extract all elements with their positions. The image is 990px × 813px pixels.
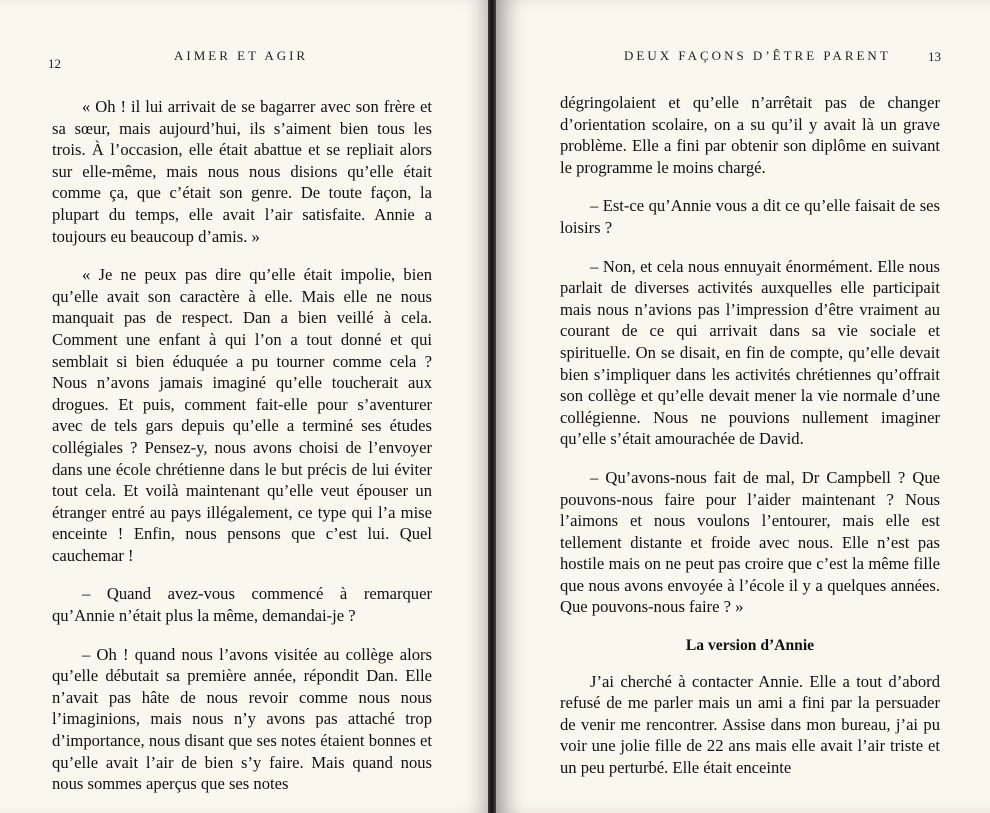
paragraph: – Est-ce qu’Annie vous a dit ce qu’elle faisait de ses loisirs ?: [560, 196, 940, 237]
paragraph: J’ai cherché à contacter Annie. Elle a tout d’abord refusé de me parler mais un ami a fini par la persuader de venir me rencontrer. Assise dans mon bureau, j’ai pu voir une jolie fille de 22 ans mais elle avait l’air triste et un peu perturbé. Elle était enceinte: [560, 671, 940, 778]
right-page: [494, 0, 990, 813]
paragraph: – Qu’avons-nous fait de mal, Dr Campbell ? Que pouvons-nous faire pour l’aider maintenant ? Nous l’aimons et nous voulons l’entourer, mais elle est tellement distante et froide avec nous. Elle n’est pas hostile mais on ne peut pas croire que c’est la même fille que nous avons envoyée à l’école il y a quelques années. Que pouvons-nous faire ? »: [560, 467, 940, 617]
section-title: La version d’Annie: [685, 637, 815, 655]
left-running-head: AIMER ET AGIR: [174, 48, 309, 63]
right-running-head: DEUX FAÇONS D’ÊTRE PARENT: [624, 48, 891, 63]
left-page: [0, 0, 492, 813]
left-page-number: 12: [48, 56, 61, 71]
left-body-text: [52, 96, 432, 812]
paragraph: dégringolaient et qu’elle n’arrêtait pas de changer d’orientation scolaire, on a su qu’il y avait là un grave problème. Elle a fini par obtenir son diplôme en suivant le programme le moins chargé.: [560, 93, 940, 177]
book-spine: [488, 0, 496, 813]
paragraph: – Quand avez-vous commencé à remarquer qu’Annie n’était plus la même, demandai-je ?: [52, 584, 432, 626]
paragraph: – Oh ! quand nous l’avons visitée au collège alors qu’elle débutait sa première année, répondit Dan. Elle n’avait pas hâte de nous revoir comme nous nous l’imaginions, mais nous n’y avons pas attaché trop d’importance, nous disant que ses notes étaient bonnes et qu’elle avait l’air de bien s’y faire. Mais quand nous nous sommes aperçus que ses notes: [52, 644, 432, 794]
right-page-number: 13: [928, 49, 941, 64]
paragraph: « Je ne peux pas dire qu’elle était impolie, bien qu’elle avait son caractère à elle. Mais elle ne nous manquait pas de respect. Dan a bien veillé à cela. Comment une enfant à qui l’on a tout donné et qui semblait si bien éduquée a pu tourner comme cela ? Nous n’avons jamais imaginé qu’elle toucherait aux drogues. Et puis, comment fait-elle pour s’aventurer avec de tels gars depuis qu’elle a terminé ses études collégiales ? Pensez-y, nous avons choisi de l’envoyer dans une école chrétienne dans le but précis de lui éviter tout cela. Et voilà maintenant qu’elle veut épouser un étranger entré au pays illégalement, ce type qui l’a mise enceinte ! Enfin, nous pensons que c’est lui. Quel cauchemar !: [52, 265, 432, 565]
right-body-text: [560, 92, 940, 796]
paragraph: « Oh ! il lui arrivait de se bagarrer avec son frère et sa sœur, mais aujourd’hui, ils s’aiment bien tous les trois. À l’occasion, elle était abattue et se repliait alors sur elle-même, mais nous nous disions qu’elle était comme ça, que c’était son genre. De toute façon, la plupart du temps, elle avait l’air satisfaite. Annie a toujours eu beaucoup d’amis. »: [52, 97, 432, 246]
paragraph: – Non, et cela nous ennuyait énormément. Elle nous parlait de diverses activités auxquelles elle participait mais nous n’avions pas l’impression d’être vraiment au courant de ce qui arrivait dans sa vie sociale et spirituelle. On se disait, en fin de compte, qu’elle devait bien s’impliquer dans les activités chrétiennes qu’offrait son collège et qu’elle devait mener la vie normale d’une collégienne. Nous ne pouvions nullement imaginer qu’elle s’était amourachée de David.: [560, 256, 940, 449]
